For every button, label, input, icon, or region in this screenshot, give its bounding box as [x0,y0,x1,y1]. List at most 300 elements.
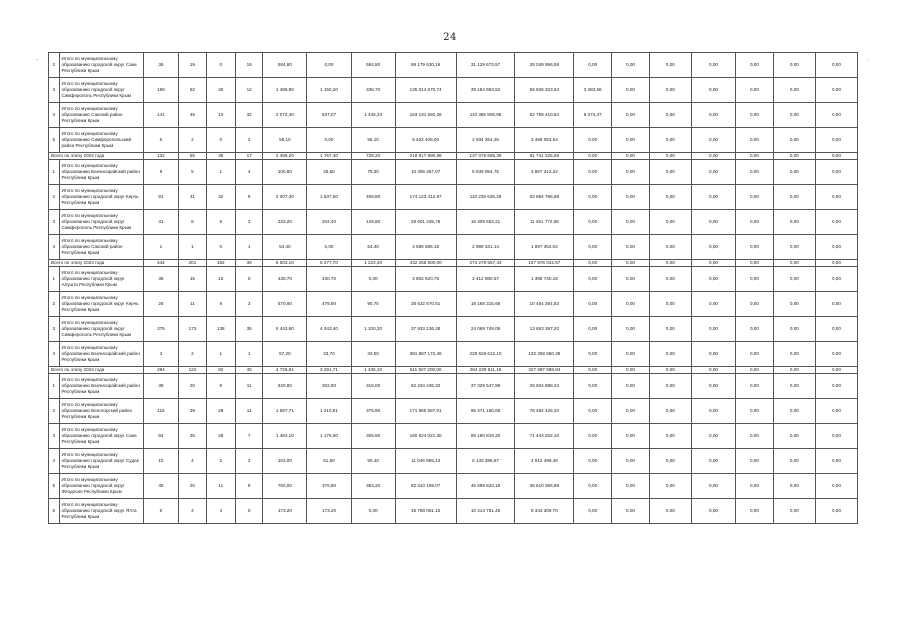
table-cell: 0,00 [649,267,691,292]
table-cell: 15 [206,267,235,292]
table-cell: 0,00 [815,399,857,424]
table-cell: 0,00 [815,78,857,103]
table-cell: 40 [206,78,235,103]
table-cell: 29 601 435,76 [395,210,456,235]
municipality-name: Итого по муниципальному образованию городской округ Симферополь Республики Крым [59,317,143,342]
table-cell: 0,00 [574,235,612,260]
table-cell: 76 482 426,33 [515,399,574,424]
table-cell: 25,50 [307,160,351,185]
table-cell: 2 934 354,36 [456,128,515,153]
table-cell: 0,00 [815,267,857,292]
table-cell: 0,00 [612,103,650,128]
table-cell: 110 238 626,29 [456,185,515,210]
table-cell: 1 483,10 [263,424,307,449]
municipality-name: Итого по муниципальному образованию городской округ Алушта Республики Крым [59,267,143,292]
total-row [49,153,858,160]
table-cell: 13 863 387,20 [515,317,574,342]
table-cell: 0,00 [574,424,612,449]
table-cell: 89 180 819,20 [456,424,515,449]
table-cell: 0,00 [649,160,691,185]
table-cell: 1 [235,235,262,260]
table-cell: 0,00 [773,267,815,292]
row-number: 6 [49,499,60,524]
table-cell: 50,40 [351,449,395,474]
table-cell: 1 435,33 [351,103,395,128]
table-cell: 0,00 [815,153,857,160]
table-cell: 1 435,10 [351,367,395,374]
table-cell: 0,00 [815,260,857,267]
table-cell: 33,50 [351,342,395,367]
table-cell: 0 [206,53,235,78]
table-cell: 0,00 [773,399,815,424]
table-cell: 11 [179,292,206,317]
table-cell: 0,00 [649,374,691,399]
table-cell: 55 826 323,64 [515,78,574,103]
table-cell: 0,00 [815,342,857,367]
row-number: 3 [49,424,60,449]
table-cell: 19 [235,53,262,78]
table-cell: 54,40 [351,235,395,260]
table-cell: 0,00 [736,449,774,474]
table-cell: 0,00 [691,103,735,128]
table-cell: 38 [143,267,179,292]
table-cell: 39 [179,399,206,424]
table-cell: 51,60 [307,449,351,474]
table-cell: 0,00 [736,210,774,235]
table-cell: 37 933 136,28 [395,317,456,342]
table-cell: 0,00 [773,292,815,317]
table-cell: 0,00 [736,474,774,499]
table-cell: 23,70 [307,342,351,367]
page-number: 24 [443,32,457,43]
table-row [49,292,858,317]
table-cell: 0,00 [574,367,612,374]
table-row [49,424,858,449]
table-cell: 159 [143,78,179,103]
municipality-name: Итого по муниципальному образованию городской округ Керчь Республики Крым [59,292,143,317]
table-cell: 0,00 [773,160,815,185]
table-cell: 2 072,40 [263,103,307,128]
row-number: 4 [49,103,60,128]
table-cell: 52 759 410,84 [515,103,574,128]
table-cell: 0,00 [612,210,650,235]
table-cell: 2 [206,449,235,474]
table-cell: 9 [206,374,235,399]
table-cell: 0,00 [612,374,650,399]
table-cell: 18 309 653,21 [456,210,515,235]
table-cell: 336,70 [351,78,395,103]
table-cell: 0,00 [649,474,691,499]
table-cell: 3 [143,342,179,367]
table-cell: 0,00 [612,499,650,524]
table-cell: 0,00 [773,499,815,524]
table-cell: 171 955 587,01 [395,399,456,424]
row-number: 5 [49,128,60,153]
table-cell: 375 [143,317,179,342]
table-cell: 2 [235,449,262,474]
table-cell: 0,00 [691,424,735,449]
table-cell: 0,00 [649,317,691,342]
table-cell: 0,00 [649,424,691,449]
table-cell: 0,00 [773,153,815,160]
table-cell: 0,00 [612,53,650,78]
municipality-name: Итого по муниципальному образованию городской округ Саки Республики Крым [59,424,143,449]
table-cell: 430,70 [263,267,307,292]
table-cell: 0,00 [736,128,774,153]
table-cell: 4 686 685,18 [395,235,456,260]
table-cell: 0,00 [307,235,351,260]
municipality-name: Итого по муниципальному образованию Симферопольский район Республики Крым [59,128,143,153]
table-cell: 0,00 [612,449,650,474]
table-cell: 0,00 [612,153,650,160]
table-cell: 38 [143,374,179,399]
municipality-name: Итого по муниципальному образованию Сакский район Республики Крым [59,235,143,260]
table-row [49,499,858,524]
table-cell: 40 [235,367,262,374]
row-number: 5 [49,474,60,499]
table-cell: 0,00 [773,449,815,474]
table-cell: 1 [206,160,235,185]
report-table-body [49,53,858,524]
table-cell: 116 [143,399,179,424]
row-number: 3 [49,210,60,235]
table-cell: 0,00 [736,260,774,267]
table-cell: 0,00 [773,53,815,78]
table-cell: 11 [206,474,235,499]
table-cell: 0,00 [612,367,650,374]
table-row [49,449,858,474]
table-cell: 0,00 [307,53,351,78]
table-cell: 0,00 [773,342,815,367]
table-cell: 0,00 [815,449,857,474]
row-number: 3 [49,317,60,342]
table-cell: 274 279 557,43 [456,260,515,267]
municipality-name: Итого по муниципальному образованию Сакский район Республики Крым [59,103,143,128]
table-cell: 1 176,50 [307,424,351,449]
table-cell: 62 234 436,32 [395,374,456,399]
table-cell: 110 365 806,95 [456,103,515,128]
municipality-name: Итого по муниципальному образованию Бахчисарайский район Республики Крым [59,342,143,367]
table-cell: 174 123 412,97 [395,185,456,210]
table-cell: 3 802 620,75 [395,267,456,292]
table-row [49,374,858,399]
table-cell: 0,00 [773,185,815,210]
municipality-name: Итого по муниципальному образованию городской округ Симферополь Республики Крым [59,78,143,103]
margin-mark-left: - [36,56,39,63]
table-cell: 584,80 [351,53,395,78]
table-cell: 284 229 511,16 [456,367,515,374]
row-number: 4 [49,342,60,367]
table-cell: 17 [235,153,262,160]
table-cell: 432 255 600,00 [395,260,456,267]
table-cell: 0,00 [691,499,735,524]
table-row [49,103,858,128]
table-cell: 4 726,81 [263,367,307,374]
table-cell: 584,80 [263,53,307,78]
table-cell: 0,00 [691,267,735,292]
table-cell: 0,00 [773,424,815,449]
table-cell: 6 503,10 [263,260,307,267]
table-cell: 0,00 [773,367,815,374]
table-cell: 0,00 [691,53,735,78]
table-cell: 5 539 054,75 [456,160,515,185]
table-cell: 0,00 [736,103,774,128]
table-row [49,235,858,260]
total-label: Всего по этапу 2024 года [49,367,144,374]
table-cell: 6 [143,499,179,524]
table-cell: 204,40 [307,210,351,235]
table-cell: 0,00 [612,424,650,449]
table-cell: 444 [143,260,179,267]
table-cell: 0,00 [649,185,691,210]
table-cell: 227 697 688,84 [515,367,574,374]
table-cell: 5 443,60 [263,317,307,342]
table-cell: 0,00 [574,128,612,153]
table-cell: 137 076 665,39 [456,153,515,160]
table-cell: 0,00 [815,160,857,185]
table-cell: 0,00 [736,374,774,399]
table-cell: 637,07 [307,103,351,128]
table-cell: 728,20 [351,153,395,160]
table-cell: 0,00 [649,367,691,374]
table-cell: 430,70 [307,267,351,292]
row-number: 4 [49,449,60,474]
table-cell: 1 210,81 [307,399,351,424]
table-cell: 173 [179,317,206,342]
table-cell: 0,00 [307,128,351,153]
table-cell: 201 [179,260,206,267]
table-cell: 0,00 [574,292,612,317]
table-cell: 9 [235,185,262,210]
table-cell: 0,00 [612,78,650,103]
table-cell: 5 [179,160,206,185]
table-cell: 12 [235,78,262,103]
table-cell: 54,40 [263,235,307,260]
table-cell: 0,00 [574,260,612,267]
table-cell: 0,00 [815,317,857,342]
table-cell: 0,00 [691,367,735,374]
table-cell: 0,00 [574,374,612,399]
table-cell: 2 [179,342,206,367]
table-cell: 3 [235,292,262,317]
table-cell: 0,00 [691,235,735,260]
table-cell: 0,00 [691,153,735,160]
table-cell: 59 179 630,16 [395,53,456,78]
table-cell: 55,10 [351,128,395,153]
table-cell: 10 406 467,07 [395,160,456,185]
table-cell: 1 100,20 [351,317,395,342]
table-cell: 229 628 612,10 [456,342,515,367]
table-cell: 2 [179,128,206,153]
municipality-name: Итого по муниципальному образованию Бахчисарайский район Республики Крым [59,374,143,399]
table-cell: 0,00 [773,210,815,235]
table-cell: 28 049 956,59 [515,53,574,78]
table-cell: 0,00 [773,235,815,260]
table-cell: 135 014 670,74 [395,78,456,103]
table-cell: 2 007,30 [263,185,307,210]
table-cell: 2 [235,128,262,153]
table-cell: 40 [143,474,179,499]
table-cell: 318,00 [351,374,395,399]
table-row [49,267,858,292]
table-cell: 84 [143,424,179,449]
table-cell: 0 [206,128,235,153]
table-cell: 0,00 [773,78,815,103]
table-cell: 0,00 [815,499,857,524]
table-cell: 0,00 [736,185,774,210]
table-cell: 0,00 [736,267,774,292]
table-cell: 8 [206,292,235,317]
table-cell: 0 [235,267,262,292]
table-cell: 0,00 [649,399,691,424]
table-cell: 28 [206,424,235,449]
table-cell: 0,00 [574,317,612,342]
municipality-name: Итого по муниципальному образованию городской округ Ялта Республики Крым [59,499,143,524]
table-cell: 302,80 [307,374,351,399]
table-cell: 5 [206,210,235,235]
table-cell: 0,00 [574,210,612,235]
table-cell: 173,20 [263,499,307,524]
table-cell: 160 624 021,30 [395,424,456,449]
table-cell: 24 069 749,08 [456,317,515,342]
table-cell: 0,00 [773,474,815,499]
table-cell: 0,00 [612,235,650,260]
table-cell: 1 486,90 [263,78,307,103]
table-cell: 0,00 [815,474,857,499]
table-cell: 0,00 [612,128,650,153]
table-cell: 138 [206,317,235,342]
table-cell: 1 697 354,04 [515,235,574,260]
table-cell: 20 [179,374,206,399]
table-cell: 28 [206,399,235,424]
table-cell: 0,00 [736,424,774,449]
table-cell: 0,00 [815,185,857,210]
municipality-name: Итого по муниципальному образованию городской округ Керчь Республики Крым [59,185,143,210]
table-cell: 0,00 [649,449,691,474]
table-cell: 620,80 [263,374,307,399]
table-cell: 0,00 [736,367,774,374]
table-cell: 0,00 [691,399,735,424]
table-cell: 0,00 [773,103,815,128]
table-cell: 1 [206,342,235,367]
total-label: Всего по этапу 2023 года [49,260,144,267]
table-row [49,317,858,342]
table-cell: 0 [235,499,262,524]
table-cell: 376,80 [307,474,351,499]
table-cell: 90,70 [351,292,395,317]
table-cell: 55 [179,153,206,160]
table-cell: 0,00 [773,260,815,267]
table-cell: 0,00 [736,53,774,78]
table-cell: 0,00 [691,292,735,317]
table-cell: 163 131 592,26 [395,103,456,128]
row-number: 2 [49,185,60,210]
table-row [49,160,858,185]
table-cell: 20 [179,474,206,499]
row-number: 1 [49,160,60,185]
table-cell: 0 [206,235,235,260]
table-cell: 1 537,50 [307,185,351,210]
table-cell: 28 [143,292,179,317]
table-cell: 0,00 [649,103,691,128]
table-cell: 11 [235,374,262,399]
row-number: 2 [49,53,60,78]
row-number: 2 [49,292,60,317]
table-row [49,128,858,153]
table-cell: 0,00 [815,292,857,317]
table-cell: 0,00 [649,210,691,235]
table-cell: 0,00 [691,317,735,342]
table-cell: 57,20 [263,342,307,367]
table-cell: 28 632 670,51 [395,292,456,317]
table-cell: 8 [179,210,206,235]
table-cell: 0,00 [574,153,612,160]
table-cell: 39 184 963,52 [456,78,515,103]
row-number: 4 [49,235,60,260]
table-cell: 0,00 [574,499,612,524]
table-cell: 0,00 [815,53,857,78]
table-cell: 0,00 [736,317,774,342]
row-number: 2 [49,399,60,424]
table-cell: 36 610 365,89 [515,474,574,499]
table-cell: 11 [235,399,262,424]
table-cell: 31 [143,210,179,235]
table-cell: 0,00 [612,260,650,267]
table-cell: 31 129 673,57 [456,53,515,78]
table-cell: 0,00 [691,449,735,474]
table-cell: 3 [235,210,262,235]
table-cell: 100,80 [263,160,307,185]
table-cell: 6 402 408,00 [395,128,456,153]
table-cell: 383,20 [351,474,395,499]
table-cell: 0,00 [815,128,857,153]
table-cell: 0,00 [612,474,650,499]
table-cell: 0,00 [612,317,650,342]
total-label: Всего по этапу 2022 года [49,153,144,160]
municipality-name: Итого по муниципальному образованию городской округ Феодосия Республики Крым [59,474,143,499]
table-cell: 52 [179,78,206,103]
table-cell: 8 343 309,70 [515,499,574,524]
table-cell: 37 329 547,98 [456,374,515,399]
table-cell: 128,80 [351,210,395,235]
table-cell: 0,00 [574,53,612,78]
table-cell: 11 046 895,13 [395,449,456,474]
table-cell: 3 291,71 [307,367,351,374]
municipality-name: Итого по муниципальному образованию Белогорский район Республики Крым [59,399,143,424]
table-cell: 39 [143,53,179,78]
table-cell: 361 887 172,46 [395,342,456,367]
table-cell: 141 [143,103,179,128]
table-cell: 0,00 [691,185,735,210]
table-cell: 0,00 [351,499,395,524]
table-cell: 469,80 [351,185,395,210]
table-cell: 0,00 [815,210,857,235]
table-cell: 173,20 [307,499,351,524]
table-cell: 0,00 [815,424,857,449]
table-cell: 0,00 [649,78,691,103]
table-cell: 0,00 [736,292,774,317]
table-cell: 0,00 [815,235,857,260]
table-cell: 0,00 [691,260,735,267]
municipality-name: Итого по муниципальному образованию городской округ Судак Республики Крым [59,449,143,474]
table-row [49,399,858,424]
table-cell: 0,00 [691,374,735,399]
table-cell: 0,00 [574,267,612,292]
table-cell: 157 976 042,57 [515,260,574,267]
table-cell: 4 [235,160,262,185]
table-cell: 0,00 [815,367,857,374]
table-row [49,78,858,103]
